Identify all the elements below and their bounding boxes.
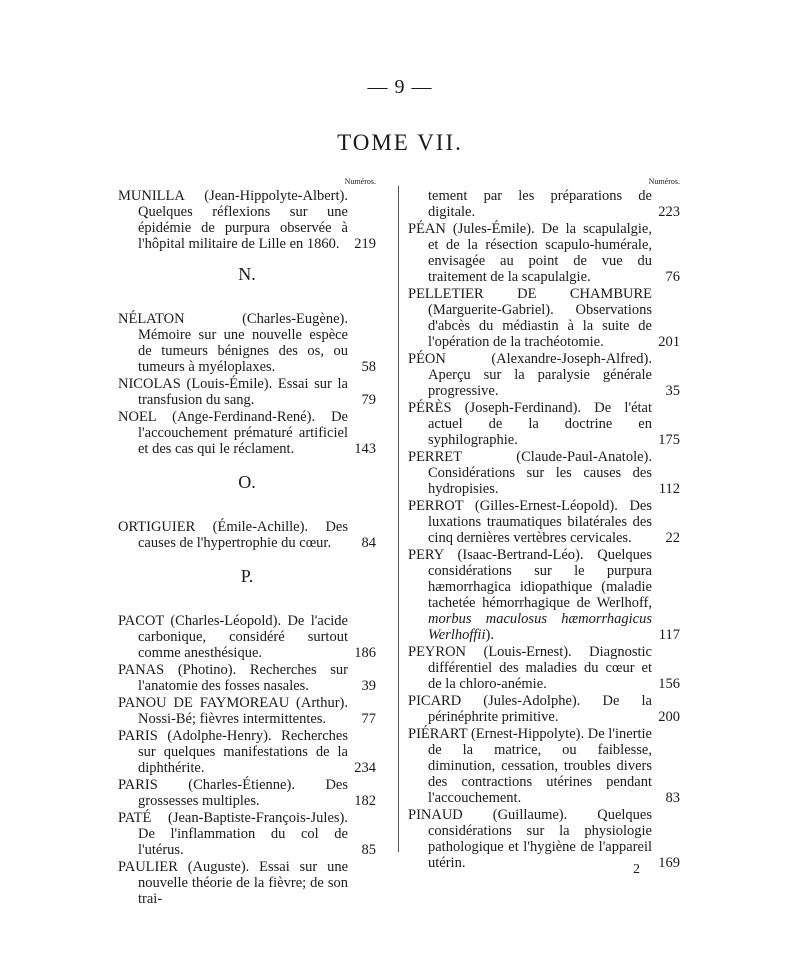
entry-text: PERY (Isaac-Bertrand-Léo). Quelques considérations sur le purpura hæmorrhagica idiopathique (maladie tachetée hémorrhagique de Werlhoff, [408, 547, 652, 611]
entry-number: 22 [665, 530, 680, 546]
index-entry [118, 613, 376, 661]
entry-text: PATÉ (Jean-Baptiste-François-Jules). De l'inflammation du col de l'utérus. [118, 810, 348, 858]
index-entry [408, 400, 680, 448]
numeros-label: Numéros. [344, 177, 376, 186]
entry-number: 76 [665, 269, 680, 285]
index-entry [118, 188, 376, 252]
entry-number: 143 [354, 441, 376, 457]
entry-number: 39 [361, 678, 376, 694]
entry-number: 182 [354, 793, 376, 809]
entry-italic: morbus maculosus hæmorrhagicus Werlhoffii [428, 611, 652, 643]
entry-text: PELLETIER DE CHAMBURE (Marguerite-Gabriel). Observations d'abcès du médiastin à la suite de l'opération de la trachéotomie. [408, 286, 652, 350]
left-entries [118, 188, 376, 907]
index-entry [118, 409, 376, 457]
entry-text: PÉAN (Jules-Émile). De la scapulalgie, et de la résection scapulo-humérale, envisagée au point de vue du traitement de la scapulalgie. [408, 221, 652, 285]
index-entry [408, 498, 680, 546]
index-entry [408, 286, 680, 350]
entry-text: PANAS (Photino). Recherches sur l'anatomie des fosses nasales. [118, 662, 348, 694]
letter-heading: O. [238, 472, 256, 492]
index-entry [408, 351, 680, 399]
entry-text: NOEL (Ange-Ferdinand-René). De l'accouchement prématuré artificiel et des cas qui le réclament. [118, 409, 348, 457]
entry-number: 186 [354, 645, 376, 661]
index-entry [118, 777, 376, 809]
entry-text: PAULIER (Auguste). Essai sur une nouvelle théorie de la fièvre; de son trai- [118, 859, 348, 907]
entry-text: PIÉRART (Ernest-Hippolyte). De l'inertie de la matrice, ou faiblesse, diminution, cessation, troubles divers des contractions utérines pendant l'accouchement. [408, 726, 652, 806]
index-entry [408, 644, 680, 692]
index-entry [408, 221, 680, 285]
index-entry [408, 547, 680, 643]
index-entry [118, 810, 376, 858]
entry-text: NICOLAS (Louis-Émile). Essai sur la transfusion du sang. [118, 376, 348, 408]
entry-text: PÉON (Alexandre-Joseph-Alfred). Aperçu sur la paralysie générale progressive. [408, 351, 652, 399]
index-entry [118, 695, 376, 727]
entry-text: PANOU DE FAYMOREAU (Arthur). Nossi-Bé; fièvres intermittentes. [118, 695, 348, 727]
right-entries [408, 188, 680, 871]
index-entry [408, 726, 680, 806]
entry-number: 156 [658, 676, 680, 692]
entry-number: 85 [361, 842, 376, 858]
column-divider [398, 186, 399, 852]
index-entry [408, 449, 680, 497]
entry-number: 84 [361, 535, 376, 551]
entry-number: 219 [354, 236, 376, 252]
index-entry [118, 728, 376, 776]
entry-text: NÉLATON (Charles-Eugène). Mémoire sur une nouvelle espèce de tumeurs bénignes des os, ou tumeurs à myéloplaxes. [118, 311, 348, 375]
index-entry [118, 519, 376, 551]
index-entry-continuation [408, 188, 680, 220]
page-number: — 9 — [367, 76, 433, 98]
entry-number: 112 [658, 481, 680, 497]
index-entry [118, 662, 376, 694]
entry-number: 223 [658, 204, 680, 220]
entry-text: PICARD (Jules-Adolphe). De la périnéphrite primitive. [408, 693, 652, 725]
entry-number: 169 [658, 855, 680, 871]
entry-text: ORTIGUIER (Émile-Achille). Des causes de l'hypertrophie du cœur. [118, 519, 348, 551]
index-entry [408, 693, 680, 725]
entry-tail: ). [485, 627, 494, 643]
entry-number: 117 [658, 627, 680, 643]
entry-number: 58 [361, 359, 376, 375]
sheet-signature: 2 [633, 862, 640, 877]
index-entry [118, 311, 376, 375]
index-entry [118, 376, 376, 408]
entry-number: 201 [658, 334, 680, 350]
right-column [408, 176, 680, 872]
left-column [118, 176, 376, 908]
entry-text: PERROT (Gilles-Ernest-Léopold). Des luxations traumatiques bilatérales des cinq dernières vertèbres cervicales. [408, 498, 652, 546]
entry-number: 234 [354, 760, 376, 776]
entry-number: 35 [665, 383, 680, 399]
numeros-label: Numéros. [648, 177, 680, 186]
letter-heading: P. [240, 566, 254, 586]
entry-number: 175 [658, 432, 680, 448]
entry-text: PÉRÈS (Joseph-Ferdinand). De l'état actuel de la doctrine en syphilographie. [408, 400, 652, 448]
entry-number: 200 [658, 709, 680, 725]
entry-text: PEYRON (Louis-Ernest). Diagnostic différentiel des maladies du cœur et de la chloro-anémie. [408, 644, 652, 692]
volume-title: TOME VII. [337, 130, 463, 155]
entry-text: PERRET (Claude-Paul-Anatole). Considérations sur les causes des hydropisies. [408, 449, 652, 497]
entry-text: MUNILLA (Jean-Hippolyte-Albert). Quelques réflexions sur une épidémie de purpura observée à l'hôpital militaire de Lille en 1860. [118, 188, 348, 252]
entry-number: 77 [361, 711, 376, 727]
entry-number: 83 [665, 790, 680, 806]
entry-text: PARIS (Adolphe-Henry). Recherches sur quelques manifestations de la diphthérite. [118, 728, 348, 776]
entry-text: PACOT (Charles-Léopold). De l'acide carbonique, considéré surtout comme anesthésique. [118, 613, 348, 661]
entry-number: 79 [361, 392, 376, 408]
letter-heading: N. [238, 264, 256, 284]
entry-text: PARIS (Charles-Étienne). Des grossesses multiples. [118, 777, 348, 809]
index-entry [118, 859, 376, 907]
entry-text: tement par les préparations de digitale. [428, 188, 652, 220]
entry-text: PINAUD (Guillaume). Quelques considérations sur la physiologie pathologique et l'hygiène de l'appareil utérin. [408, 807, 652, 871]
